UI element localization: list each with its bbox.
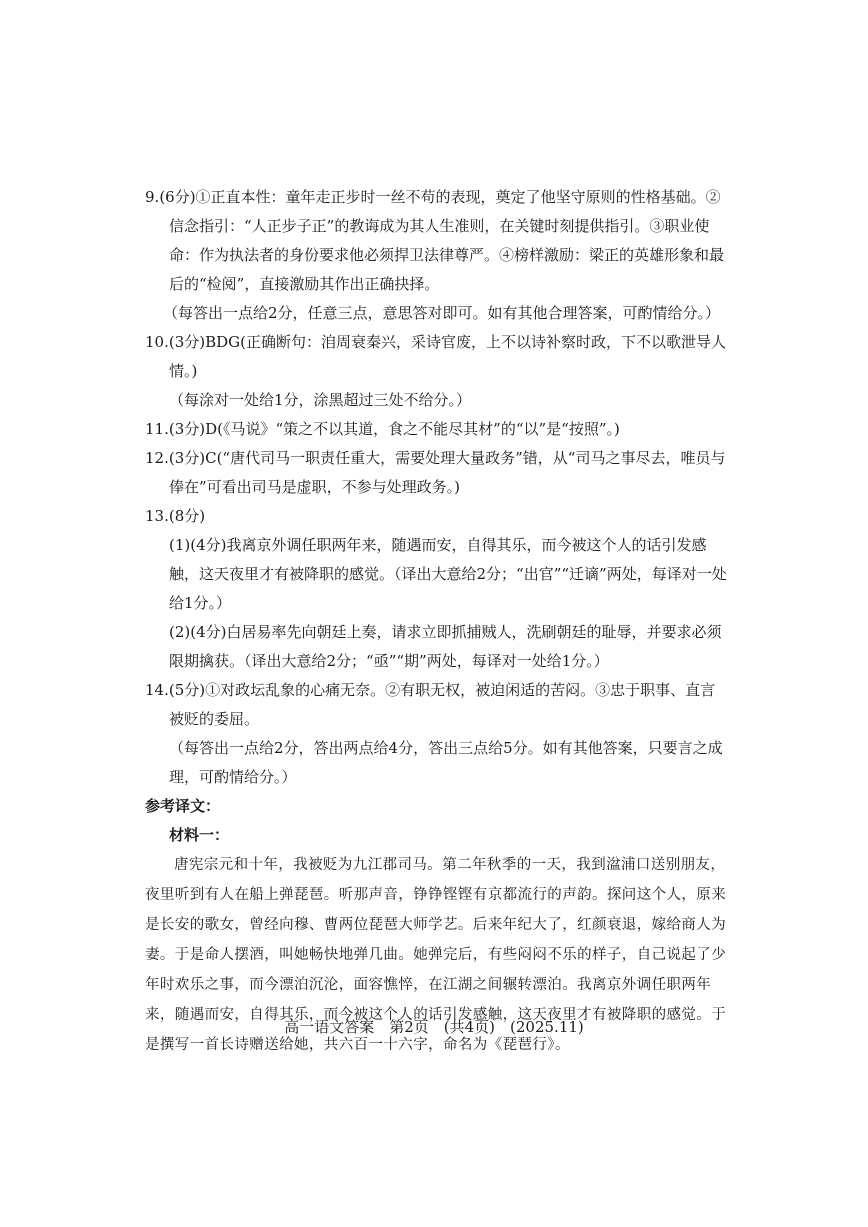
question-number: 12. xyxy=(145,449,169,467)
scoring-note: （每涂对一处给1分，涂黑超过三处不给分。） xyxy=(169,391,472,409)
question-number: 14. xyxy=(145,681,169,699)
translation-body: 唐宪宗元和十年，我被贬为九江郡司马。第二年秋季的一天，我到湓浦口送别朋友，夜里听到有人在船上弹琵琶。听那声音，铮铮铿铿有京都流行的声韵。探问这个人，原来是长安的歌女，曾经向穆、曹两位琵琶大师学艺。后来年纪大了，红颜衰退，嫁给商人为妻。于是命人摆酒，叫她畅快地弹几曲。她弹完后，有些闷闷不乐的样子，自己说起了少年时欢乐之事，而今漂泊沉沦，面容憔悴，在江湖之间辗转漂泊。我离京外调任职两年来，随遇而安，自得其乐，而今被这个人的话引发感触，这天夜里才有被降职的感觉。于是撰写一首长诗赠送给她，共六百一十六字，命名为《琵琶行》。 xyxy=(145,857,727,1053)
translation-heading: 参考译文： xyxy=(145,797,221,815)
answer-item-10 xyxy=(145,328,730,415)
sub-answer-1: (1)(4分)我离京外调任职两年来，随遇而安，自得其乐，而今被这个人的话引发感触，这天夜里才有被降职的感觉。（译出大意给2分；“出官”“迁谪”两处，每译对一处给1分。） xyxy=(169,536,727,612)
answer-text xyxy=(145,676,730,734)
answer-item-12 xyxy=(145,444,730,502)
answer-body: (3分)D(《马说》“策之不以其道，食之不能尽其材”的“以”是“按照”。) xyxy=(168,420,620,438)
page-footer: 高一语文答案 第2页 (共4页) (2025.11) xyxy=(284,1018,584,1036)
sub-answer-2: (2)(4分)白居易率先向朝廷上奏，请求立即抓捕贼人，洗刷朝廷的耻辱，并要求必须限期擒获。（译出大意给2分；“亟”“期”两处，每译对一处给1分。） xyxy=(169,623,722,670)
answer-body: (3分)C(“唐代司马一职责任重大，需要处理大量政务”错，从“司马之事尽去，唯员与俸在”可看出司马是虚职，不参与处理政务。) xyxy=(168,449,726,496)
answer-item-11 xyxy=(145,415,730,444)
answer-body: (3分)BDG(正确断句：洎周衰秦兴，采诗官废，上不以诗补察时政，下不以歌泄导人情。) xyxy=(168,333,726,380)
question-number: 11. xyxy=(145,420,169,438)
answer-text xyxy=(145,183,730,299)
answer-text xyxy=(145,502,730,531)
answer-text xyxy=(145,328,730,386)
scoring-note: （每答出一点给2分，答出两点给4分，答出三点给5分。如有其他答案，只要言之成理，可酌情给分。） xyxy=(169,739,723,786)
answer-body: (6分)①正直本性：童年走正步时一丝不苟的表现，奠定了他坚守原则的性格基础。②信念指引：“人正步子正”的教诲成为其人生准则，在关键时刻提供指引。③职业使命：作为执法者的身份要求他必须捍卫法律尊严。④榜样激励：梁正的英雄形象和最后的“检阅”，直接激励其作出正确抉择。 xyxy=(159,188,725,293)
scoring-note: （每答出一点给2分，任意三点，意思答对即可。如有其他合理答案，可酌情给分。） xyxy=(163,304,721,322)
question-number: 9. xyxy=(145,188,160,206)
question-number: 13. xyxy=(145,507,169,525)
answer-item-14 xyxy=(145,676,730,792)
answer-body: (5分)①对政坛乱象的心痛无奈。②有职无权，被迫闲适的苦闷。③忠于职事、直言被贬的委屈。 xyxy=(168,681,716,728)
answer-text xyxy=(145,415,730,444)
answer-item-9 xyxy=(145,183,730,328)
answer-body: (8分) xyxy=(168,507,206,525)
answer-content xyxy=(145,183,730,1060)
answer-item-13 xyxy=(145,502,730,676)
answer-text xyxy=(145,444,730,502)
material-label: 材料一： xyxy=(169,826,230,844)
question-number: 10. xyxy=(145,333,169,351)
